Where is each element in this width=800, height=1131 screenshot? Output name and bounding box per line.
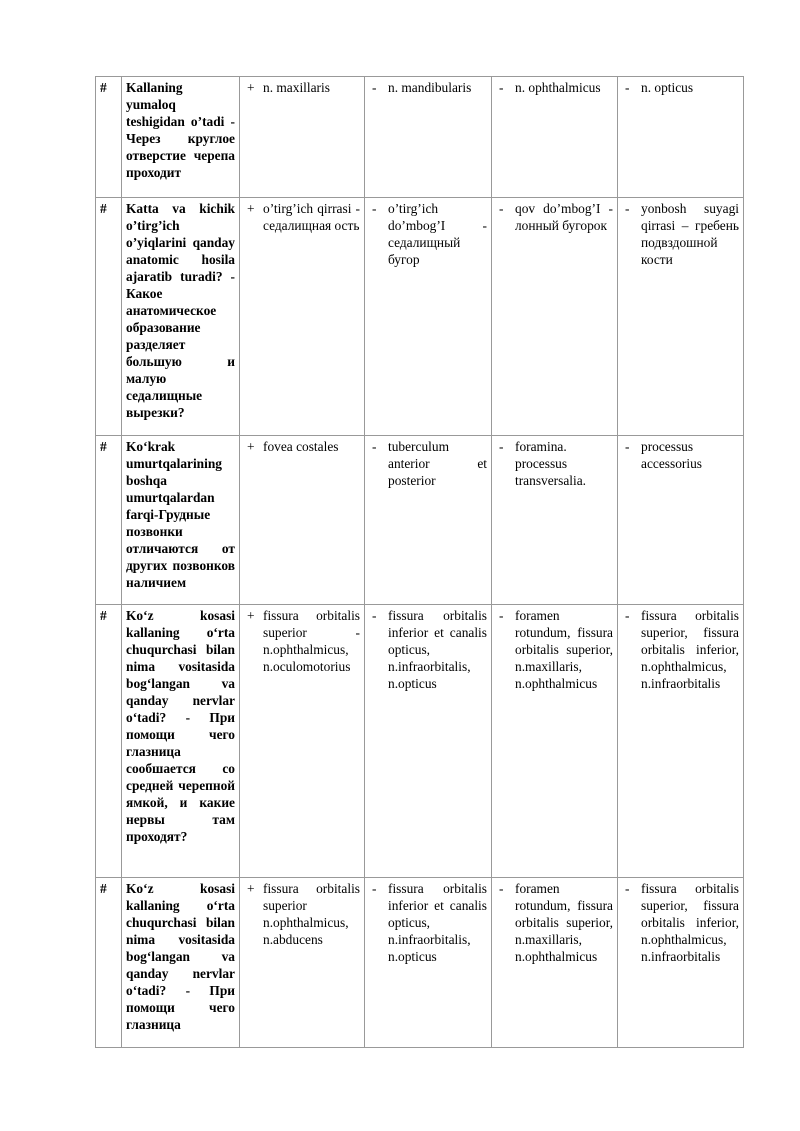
option-text: fissura orbitalis superior n.ophthalmicus, n.abducens: [263, 881, 360, 947]
option-mark: -: [625, 201, 630, 216]
option-text: fissura orbitalis inferior et canalis opticus, n.infraorbitalis, n.opticus: [388, 608, 487, 691]
option-text: foramen rotundum, fissura orbitalis superior, n.maxillaris, n.ophthalmicus: [515, 608, 613, 691]
question-text: Kallaning yumaloq teshigidan o’tadi - Через круглое отверстие черепа проходит: [122, 77, 240, 198]
option-text: n. maxillaris: [263, 80, 330, 95]
answer-option: [492, 77, 618, 198]
question-text: Katta va kichik o’tirg’ich o’yiqlarini qanday anatomic hosila ajaratib turadi? - Какое анатомическое образование разделяет большую и малую седалищные вырезки?: [122, 198, 240, 436]
question-table-body: [96, 77, 744, 1048]
option-mark: -: [372, 608, 377, 623]
answer-option: [492, 878, 618, 1048]
option-mark: -: [499, 80, 504, 95]
option-text: qov do’mbog’I - лонный бугорок: [515, 201, 613, 233]
option-text: fissura orbitalis superior - n.ophthalmicus, n.oculomotorius: [263, 608, 360, 674]
answer-option: [492, 436, 618, 605]
table-row: [96, 878, 744, 1048]
answer-option: [618, 878, 744, 1048]
option-mark: -: [499, 608, 504, 623]
answer-option: [365, 198, 492, 436]
answer-option: [365, 605, 492, 878]
option-mark: -: [499, 439, 504, 454]
row-marker: #: [96, 198, 122, 436]
answer-option: [240, 77, 365, 198]
answer-option: [240, 605, 365, 878]
answer-option: [618, 436, 744, 605]
option-text: n. ophthalmicus: [515, 80, 601, 95]
question-text: Ko‘krak umurtqalarining boshqa umurtqalardan farqi-Грудные позвонки отличаются от других позвонков наличием: [122, 436, 240, 605]
option-text: yonbosh suyagi qirrasi – гребень подвздошной кости: [641, 201, 739, 267]
option-text: foramen rotundum, fissura orbitalis superior, n.maxillaris, n.ophthalmicus: [515, 881, 613, 964]
option-mark: +: [247, 439, 255, 454]
option-mark: +: [247, 80, 255, 95]
option-text: o’tirg’ich do’mbog’I - седалищный бугор: [388, 201, 487, 267]
answer-option: [240, 436, 365, 605]
answer-option: [365, 878, 492, 1048]
option-text: n. opticus: [641, 80, 694, 95]
option-text: fovea costales: [263, 439, 339, 454]
answer-option: [618, 198, 744, 436]
answer-option: [240, 878, 365, 1048]
option-mark: -: [625, 439, 630, 454]
row-marker: #: [96, 436, 122, 605]
option-mark: -: [372, 881, 377, 896]
option-mark: -: [625, 608, 630, 623]
row-marker: #: [96, 605, 122, 878]
row-marker: #: [96, 878, 122, 1048]
option-mark: -: [372, 201, 377, 216]
option-mark: +: [247, 608, 255, 623]
question-text: Ko‘z kosasi kallaning o‘rta chuqurchasi bilan nima vositasida bog‘langan va qanday nervlar o‘tadi? - При помощи чего глазница сообшается со средней черепной ямкой, и какие нервы там проходят?: [122, 605, 240, 878]
option-mark: -: [625, 80, 630, 95]
option-text: fissura orbitalis inferior et canalis opticus, n.infraorbitalis, n.opticus: [388, 881, 487, 964]
table-row: [96, 77, 744, 198]
row-marker: #: [96, 77, 122, 198]
table-row: [96, 436, 744, 605]
table-row: [96, 198, 744, 436]
option-mark: -: [499, 201, 504, 216]
option-mark: -: [625, 881, 630, 896]
option-mark: -: [499, 881, 504, 896]
answer-option: [240, 198, 365, 436]
option-text: fissura orbitalis superior, fissura orbitalis inferior, n.ophthalmicus, n.infraorbitalis: [641, 881, 739, 964]
option-text: fissura orbitalis superior, fissura orbitalis inferior, n.ophthalmicus, n.infraorbitalis: [641, 608, 739, 691]
question-table: [95, 76, 744, 1048]
option-text: o’tirg’ich qirrasi - седалищная ость: [263, 201, 360, 233]
option-mark: -: [372, 439, 377, 454]
option-mark: -: [372, 80, 377, 95]
option-text: processus accessorius: [641, 439, 702, 471]
answer-option: [492, 198, 618, 436]
question-text: Ko‘z kosasi kallaning o‘rta chuqurchasi bilan nima vositasida bog‘langan va qanday nervlar o‘tadi? - При помощи чего глазница: [122, 878, 240, 1048]
answer-option: [365, 77, 492, 198]
option-mark: +: [247, 201, 255, 216]
table-row: [96, 605, 744, 878]
answer-option: [365, 436, 492, 605]
answer-option: [492, 605, 618, 878]
answer-option: [618, 77, 744, 198]
answer-option: [618, 605, 744, 878]
option-mark: +: [247, 881, 255, 896]
option-text: n. mandibularis: [388, 80, 472, 95]
option-text: foramina. processus transversalia.: [515, 439, 587, 488]
option-text: tuberculum anterior et posterior: [388, 439, 487, 488]
